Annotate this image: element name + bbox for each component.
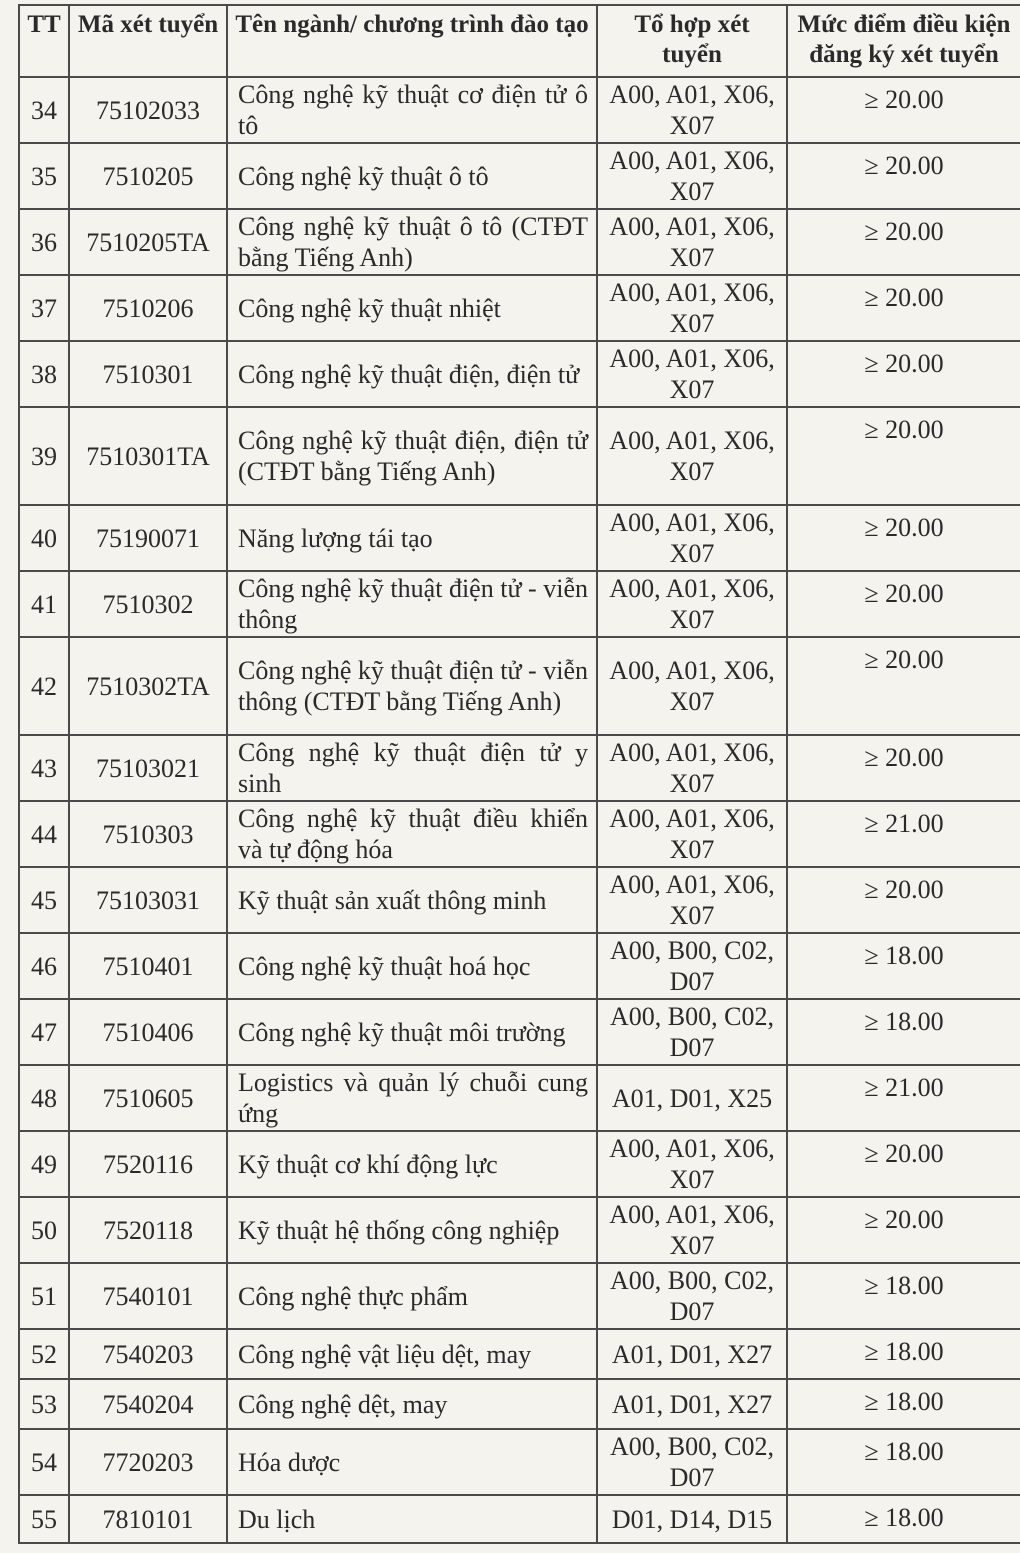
cell-combo: A01, D01, X25 — [597, 1065, 787, 1131]
table-row — [19, 143, 1020, 209]
cell-score: ≥ 18.00 — [787, 999, 1020, 1065]
cell-score: ≥ 20.00 — [787, 1197, 1020, 1263]
cell-score: ≥ 21.00 — [787, 801, 1020, 867]
cell-score: ≥ 20.00 — [787, 505, 1020, 571]
cell-code: 75190071 — [69, 505, 227, 571]
table-row — [19, 1495, 1020, 1543]
table-body — [19, 77, 1020, 1543]
cell-score: ≥ 21.00 — [787, 1065, 1020, 1131]
cell-code: 7510301TA — [69, 407, 227, 505]
header-combo: Tổ hợp xét tuyển — [597, 5, 787, 77]
cell-name: Công nghệ kỹ thuật điện tử - viễn thông (CTĐT bằng Tiếng Anh) — [227, 637, 597, 735]
cell-tt: 38 — [19, 341, 69, 407]
cell-score: ≥ 18.00 — [787, 1495, 1020, 1543]
cell-name: Công nghệ kỹ thuật điện, điện tử — [227, 341, 597, 407]
cell-combo: A00, A01, X06, X07 — [597, 407, 787, 505]
cell-combo: A01, D01, X27 — [597, 1329, 787, 1379]
cell-code: 7520118 — [69, 1197, 227, 1263]
cell-code: 7520116 — [69, 1131, 227, 1197]
cell-code: 7540101 — [69, 1263, 227, 1329]
header-name: Tên ngành/ chương trình đào tạo — [227, 5, 597, 77]
header-row — [19, 5, 1020, 77]
cell-combo: A00, A01, X06, X07 — [597, 867, 787, 933]
cell-score: ≥ 20.00 — [787, 143, 1020, 209]
cell-code: 7510401 — [69, 933, 227, 999]
cell-code: 7510302 — [69, 571, 227, 637]
table-row — [19, 407, 1020, 505]
cell-tt: 53 — [19, 1379, 69, 1429]
cell-name: Công nghệ kỹ thuật cơ điện tử ô tô — [227, 77, 597, 143]
cell-combo: A01, D01, X27 — [597, 1379, 787, 1429]
table-row — [19, 1131, 1020, 1197]
cell-score: ≥ 20.00 — [787, 209, 1020, 275]
cell-tt: 35 — [19, 143, 69, 209]
cell-code: 7510205 — [69, 143, 227, 209]
cell-score: ≥ 20.00 — [787, 341, 1020, 407]
cell-tt: 51 — [19, 1263, 69, 1329]
cell-code: 7510406 — [69, 999, 227, 1065]
cell-score: ≥ 18.00 — [787, 1379, 1020, 1429]
cell-combo: A00, B00, C02, D07 — [597, 1429, 787, 1495]
cell-code: 7540203 — [69, 1329, 227, 1379]
cell-score: ≥ 20.00 — [787, 1131, 1020, 1197]
cell-combo: A00, A01, X06, X07 — [597, 571, 787, 637]
table-row — [19, 505, 1020, 571]
cell-combo: A00, A01, X06, X07 — [597, 1131, 787, 1197]
cell-code: 7540204 — [69, 1379, 227, 1429]
cell-tt: 39 — [19, 407, 69, 505]
cell-tt: 55 — [19, 1495, 69, 1543]
cell-score: ≥ 20.00 — [787, 77, 1020, 143]
cell-code: 7510605 — [69, 1065, 227, 1131]
cell-combo: A00, B00, C02, D07 — [597, 1263, 787, 1329]
cell-score: ≥ 20.00 — [787, 275, 1020, 341]
cell-combo: A00, A01, X06, X07 — [597, 275, 787, 341]
cell-code: 75103031 — [69, 867, 227, 933]
cell-tt: 41 — [19, 571, 69, 637]
table-row — [19, 1379, 1020, 1429]
cell-tt: 34 — [19, 77, 69, 143]
cell-score: ≥ 20.00 — [787, 735, 1020, 801]
cell-name: Năng lượng tái tạo — [227, 505, 597, 571]
table-row — [19, 999, 1020, 1065]
table-row — [19, 209, 1020, 275]
cell-code: 7510302TA — [69, 637, 227, 735]
table-row — [19, 801, 1020, 867]
header-code: Mã xét tuyển — [69, 5, 227, 77]
cell-combo: A00, B00, C02, D07 — [597, 999, 787, 1065]
cell-tt: 50 — [19, 1197, 69, 1263]
cell-name: Công nghệ kỹ thuật điện tử - viễn thông — [227, 571, 597, 637]
table-row — [19, 1329, 1020, 1379]
cell-score: ≥ 20.00 — [787, 637, 1020, 735]
cell-score: ≥ 20.00 — [787, 407, 1020, 505]
cell-score: ≥ 20.00 — [787, 867, 1020, 933]
cell-code: 75102033 — [69, 77, 227, 143]
cell-code: 7510205TA — [69, 209, 227, 275]
table-row — [19, 735, 1020, 801]
cell-tt: 43 — [19, 735, 69, 801]
cell-code: 7510206 — [69, 275, 227, 341]
cell-name: Công nghệ kỹ thuật nhiệt — [227, 275, 597, 341]
cell-name: Kỹ thuật hệ thống công nghiệp — [227, 1197, 597, 1263]
cell-score: ≥ 18.00 — [787, 1429, 1020, 1495]
cell-tt: 37 — [19, 275, 69, 341]
cell-tt: 46 — [19, 933, 69, 999]
cell-name: Công nghệ kỹ thuật môi trường — [227, 999, 597, 1065]
admission-table — [18, 4, 1020, 1544]
cell-name: Công nghệ vật liệu dệt, may — [227, 1329, 597, 1379]
cell-name: Công nghệ kỹ thuật ô tô (CTĐT bằng Tiếng Anh) — [227, 209, 597, 275]
cell-combo: A00, A01, X06, X07 — [597, 637, 787, 735]
cell-code: 7720203 — [69, 1429, 227, 1495]
cell-combo: A00, A01, X06, X07 — [597, 209, 787, 275]
cell-score: ≥ 18.00 — [787, 933, 1020, 999]
table-row — [19, 867, 1020, 933]
cell-code: 7510301 — [69, 341, 227, 407]
cell-name: Hóa dược — [227, 1429, 597, 1495]
cell-name: Công nghệ kỹ thuật điện tử y sinh — [227, 735, 597, 801]
table-row — [19, 341, 1020, 407]
cell-combo: A00, A01, X06, X07 — [597, 341, 787, 407]
table-row — [19, 637, 1020, 735]
cell-tt: 42 — [19, 637, 69, 735]
table-row — [19, 77, 1020, 143]
cell-code: 7810101 — [69, 1495, 227, 1543]
cell-combo: A00, A01, X06, X07 — [597, 505, 787, 571]
cell-name: Công nghệ kỹ thuật điều khiển và tự động hóa — [227, 801, 597, 867]
cell-combo: A00, B00, C02, D07 — [597, 933, 787, 999]
cell-name: Du lịch — [227, 1495, 597, 1543]
cell-tt: 49 — [19, 1131, 69, 1197]
cell-score: ≥ 18.00 — [787, 1329, 1020, 1379]
table-row — [19, 1263, 1020, 1329]
table-row — [19, 1197, 1020, 1263]
cell-combo: A00, A01, X06, X07 — [597, 801, 787, 867]
cell-name: Công nghệ thực phẩm — [227, 1263, 597, 1329]
cell-combo: A00, A01, X06, X07 — [597, 1197, 787, 1263]
table-row — [19, 275, 1020, 341]
table-row — [19, 571, 1020, 637]
cell-combo: D01, D14, D15 — [597, 1495, 787, 1543]
cell-score: ≥ 20.00 — [787, 571, 1020, 637]
header-score: Mức điểm điều kiện đăng ký xét tuyển — [787, 5, 1020, 77]
cell-combo: A00, A01, X06, X07 — [597, 143, 787, 209]
header-tt: TT — [19, 5, 69, 77]
table-row — [19, 1065, 1020, 1131]
cell-tt: 44 — [19, 801, 69, 867]
cell-name: Công nghệ kỹ thuật hoá học — [227, 933, 597, 999]
cell-tt: 40 — [19, 505, 69, 571]
cell-tt: 36 — [19, 209, 69, 275]
cell-combo: A00, A01, X06, X07 — [597, 77, 787, 143]
cell-code: 75103021 — [69, 735, 227, 801]
cell-combo: A00, A01, X06, X07 — [597, 735, 787, 801]
cell-tt: 47 — [19, 999, 69, 1065]
cell-name: Kỹ thuật sản xuất thông minh — [227, 867, 597, 933]
cell-tt: 45 — [19, 867, 69, 933]
cell-score: ≥ 18.00 — [787, 1263, 1020, 1329]
cell-name: Công nghệ dệt, may — [227, 1379, 597, 1429]
cell-tt: 52 — [19, 1329, 69, 1379]
cell-code: 7510303 — [69, 801, 227, 867]
table-row — [19, 933, 1020, 999]
cell-name: Kỹ thuật cơ khí động lực — [227, 1131, 597, 1197]
cell-name: Công nghệ kỹ thuật ô tô — [227, 143, 597, 209]
cell-name: Logistics và quản lý chuỗi cung ứng — [227, 1065, 597, 1131]
table-row — [19, 1429, 1020, 1495]
cell-tt: 48 — [19, 1065, 69, 1131]
cell-tt: 54 — [19, 1429, 69, 1495]
cell-name: Công nghệ kỹ thuật điện, điện tử (CTĐT bằng Tiếng Anh) — [227, 407, 597, 505]
